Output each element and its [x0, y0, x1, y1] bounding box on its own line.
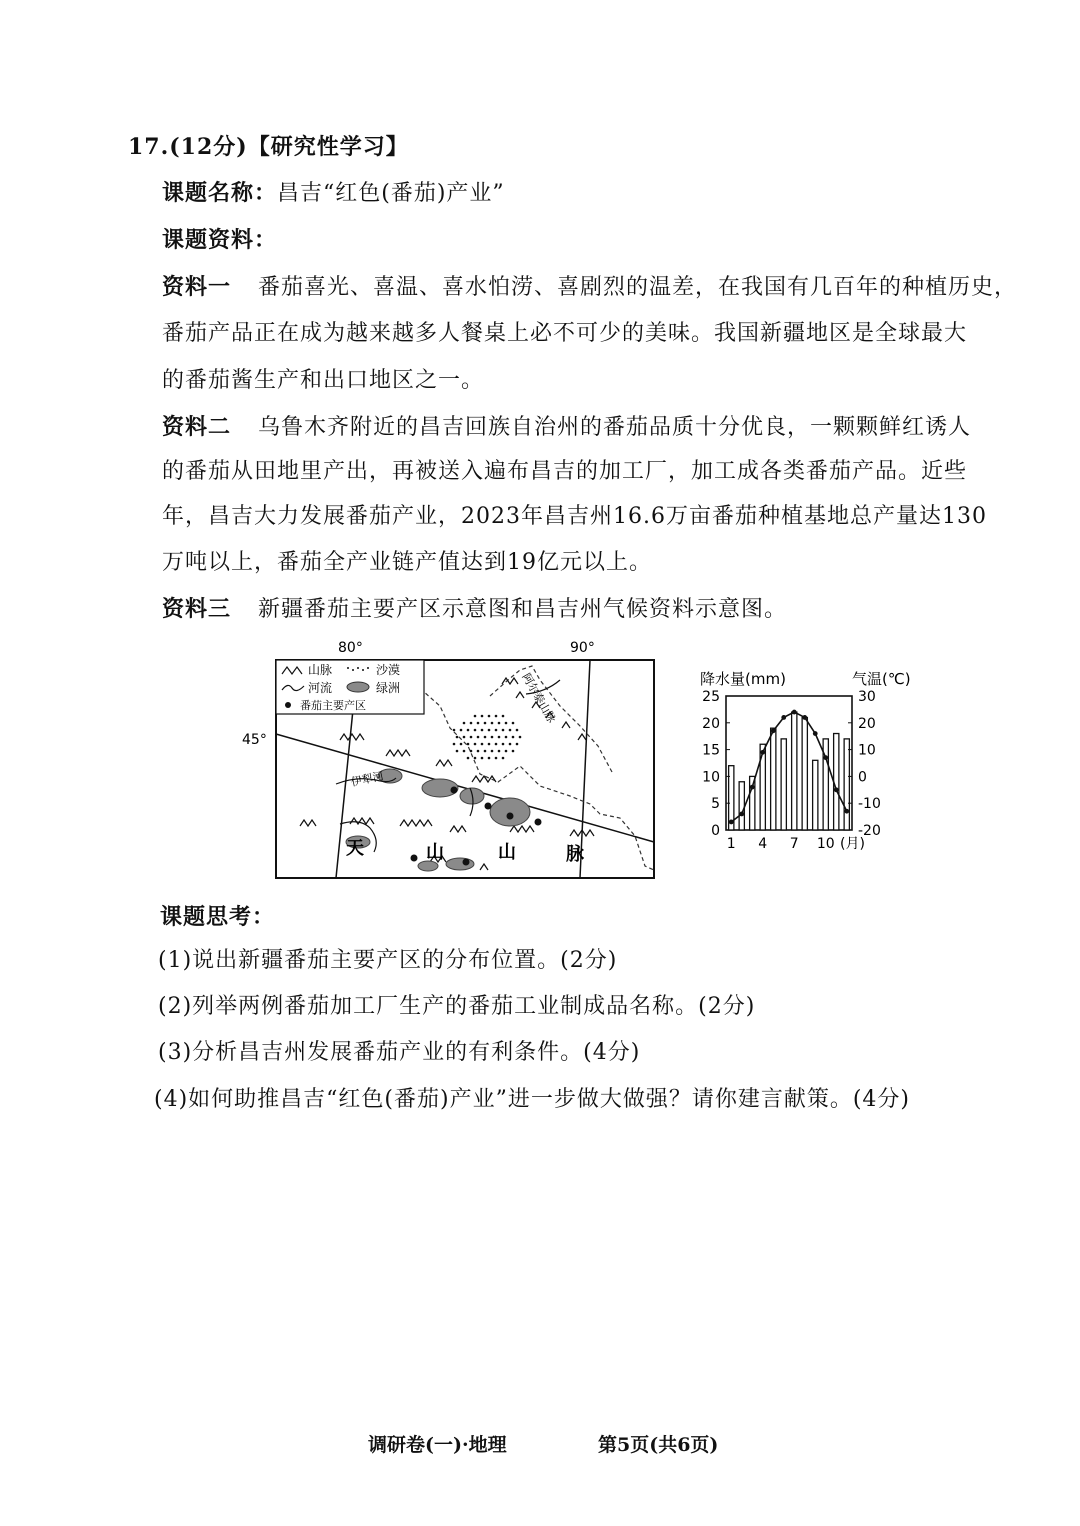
precip-bar-6	[781, 739, 786, 830]
thinking-label: 课题思考：	[160, 904, 276, 930]
climate-chart	[686, 660, 936, 860]
desert-dot	[502, 743, 505, 746]
temperature-point-1	[729, 820, 734, 825]
legend-river-label: 河流	[308, 681, 333, 695]
desert-dot	[467, 757, 470, 760]
material-2-label: 资料二	[162, 414, 232, 440]
legend-desert-label: 沙漠	[376, 663, 401, 677]
question-2: (2)列举两例番茄加工厂生产的番茄工业制成品名称。(2分)	[158, 994, 756, 1019]
x-tick-1: 1	[726, 836, 736, 852]
legend-mountain-label: 山脉	[308, 663, 333, 677]
desert-dot	[498, 722, 501, 725]
question-1: (1)说出新疆番茄主要产区的分布位置。(2分)	[158, 948, 618, 973]
desert-dot	[456, 736, 459, 739]
desert-dot	[505, 722, 508, 725]
desert-dot	[488, 715, 491, 718]
right-tick-30: 30	[858, 689, 876, 705]
desert-dot	[463, 736, 466, 739]
desert-dot	[505, 736, 508, 739]
material-2-line-2: 的番茄从田地里产出，再被送入遍布昌吉的加工厂，加工成各类番茄产品。近些	[162, 459, 968, 484]
desert-dot	[481, 743, 484, 746]
desert-dot	[512, 750, 515, 753]
desert-dot	[453, 729, 456, 732]
footer-left: 调研卷(一)·地理	[368, 1434, 507, 1456]
right-tick--20: -20	[858, 823, 881, 839]
desert-dot	[498, 750, 501, 753]
x-axis-unit: (月)	[840, 836, 865, 852]
desert-dot	[498, 736, 501, 739]
desert-dot	[456, 750, 459, 753]
desert-dot	[509, 743, 512, 746]
legend-area-icon	[285, 702, 291, 708]
desert-dot	[474, 729, 477, 732]
material-2-text-1: 乌鲁木齐附近的昌吉回族自治州的番茄品质十分优良，一颗颗鲜红诱人	[258, 415, 972, 440]
temperature-point-10	[823, 755, 828, 760]
desert-dot	[502, 729, 505, 732]
desert-dot	[519, 736, 522, 739]
temperature-point-9	[813, 731, 818, 736]
desert-dot	[474, 715, 477, 718]
desert-dot	[470, 736, 473, 739]
question-3: (3)分析昌吉州发展番茄产业的有利条件。(4分)	[158, 1040, 641, 1065]
desert-dot	[488, 743, 491, 746]
desert-dot	[502, 715, 505, 718]
yili-river-label: 伊犁河	[349, 769, 385, 789]
temperature-point-4	[760, 750, 765, 755]
tianshan-label-4: 脉	[566, 844, 584, 865]
material-1-line-1	[162, 274, 1017, 301]
material-2-line-1	[162, 414, 971, 441]
desert-dot	[467, 729, 470, 732]
precip-bar-7	[792, 712, 797, 830]
temperature-point-7	[792, 710, 797, 715]
legend-oasis-icon	[347, 682, 369, 692]
left-tick-15: 15	[702, 742, 720, 759]
x-tick-7: 7	[789, 836, 799, 852]
desert-dot	[505, 750, 508, 753]
x-tick-4: 4	[758, 836, 768, 852]
tianshan-label-1: 天	[346, 838, 364, 859]
desert-dot	[495, 743, 498, 746]
temperature-point-3	[750, 785, 755, 790]
question-4: (4)如何助推昌吉“红色(番茄)产业”进一步做大做强？请你建言献策。(4分)	[154, 1087, 910, 1112]
desert-dot	[484, 750, 487, 753]
materials-label: 课题资料：	[162, 227, 278, 253]
temperature-point-2	[739, 812, 744, 817]
material-2-line-4: 万吨以上，番茄全产业链产值达到19亿元以上。	[162, 550, 652, 575]
right-tick-20: 20	[858, 715, 876, 732]
desert-dot	[512, 736, 515, 739]
desert-dot	[491, 736, 494, 739]
altai-label: 阿尔泰山脉	[519, 671, 559, 726]
desert-dot	[484, 722, 487, 725]
desert-dot	[460, 729, 463, 732]
precip-bar-8	[802, 717, 807, 830]
temperature-point-11	[834, 787, 839, 792]
desert-dot	[463, 722, 466, 725]
desert-dot	[495, 715, 498, 718]
desert-dot	[488, 729, 491, 732]
precip-bar-5	[771, 728, 776, 830]
temperature-point-5	[771, 728, 776, 733]
xinjiang-map	[240, 636, 670, 886]
topic-value: 昌吉“红色(番茄)产业”	[277, 181, 505, 206]
temperature-line	[731, 712, 847, 822]
topic-line	[162, 180, 505, 207]
desert-dot	[470, 750, 473, 753]
desert-dot	[491, 722, 494, 725]
desert-dot	[474, 743, 477, 746]
desert-dot	[477, 750, 480, 753]
desert-dot	[502, 757, 505, 760]
material-3-label: 资料三	[162, 596, 232, 622]
desert-dot	[481, 757, 484, 760]
lat-45-label: 45°	[242, 732, 267, 748]
desert-dot	[470, 722, 473, 725]
material-2-line-3: 年，昌吉大力发展番茄产业，2023年昌吉州16.6万亩番茄种植基地总产量达130	[162, 504, 987, 529]
material-1-label: 资料一	[162, 274, 232, 300]
question-header: 17.(12分)【研究性学习】	[128, 134, 409, 160]
desert-dot	[495, 757, 498, 760]
left-tick-10: 10	[702, 769, 720, 786]
material-1-text-1: 番茄喜光、喜温、喜水怕涝、喜剧烈的温差，在我国有几百年的种植历史，	[258, 275, 1018, 300]
desert-dot	[474, 757, 477, 760]
precip-bar-9	[813, 760, 818, 830]
precip-bar-12	[844, 739, 849, 830]
right-tick-0: 0	[858, 769, 867, 786]
left-tick-0: 0	[711, 823, 720, 839]
lon-90-label: 90°	[570, 640, 595, 656]
desert-dot	[488, 757, 491, 760]
desert-dot	[463, 750, 466, 753]
left-axis-label: 降水量(mm)	[700, 670, 786, 688]
legend-area-label: 番茄主要产区	[300, 699, 366, 712]
temperature-point-8	[802, 715, 807, 720]
right-tick--10: -10	[858, 796, 881, 813]
left-tick-20: 20	[702, 715, 720, 732]
desert-dot	[477, 736, 480, 739]
temperature-point-12	[844, 809, 849, 814]
material-1-line-2: 番茄产品正在成为越来越多人餐桌上必不可少的美味。我国新疆地区是全球最大	[162, 321, 968, 346]
right-axis-label: 气温(℃)	[852, 670, 911, 688]
material-3-text-1: 新疆番茄主要产区示意图和昌吉州气候资料示意图。	[258, 597, 788, 622]
precip-bar-2	[739, 782, 744, 830]
tianshan-label-2: 山	[426, 842, 444, 863]
lon-80-label: 80°	[338, 640, 363, 656]
footer-right: 第5页(共6页)	[598, 1434, 719, 1456]
material-1-line-3: 的番茄酱生产和出口地区之一。	[162, 368, 485, 393]
x-tick-10: 10	[816, 836, 835, 852]
desert-dot	[495, 729, 498, 732]
desert-dot	[460, 743, 463, 746]
left-tick-25: 25	[702, 689, 720, 705]
topic-label: 课题名称：	[162, 180, 278, 206]
desert-dot	[491, 750, 494, 753]
desert-dot	[477, 722, 480, 725]
tianshan-label-3: 山	[498, 842, 516, 863]
desert-dot	[467, 743, 470, 746]
legend-oasis-label: 绿洲	[376, 681, 401, 695]
desert-dot	[509, 729, 512, 732]
desert-dot	[516, 743, 519, 746]
desert-dot	[481, 715, 484, 718]
right-tick-10: 10	[858, 742, 876, 759]
desert-dot	[481, 729, 484, 732]
left-tick-5: 5	[711, 796, 720, 813]
desert-dot	[516, 729, 519, 732]
temperature-point-6	[781, 715, 786, 720]
desert-dot	[484, 736, 487, 739]
desert-dot	[512, 722, 515, 725]
desert-dot	[453, 743, 456, 746]
material-3-line-1	[162, 596, 787, 623]
